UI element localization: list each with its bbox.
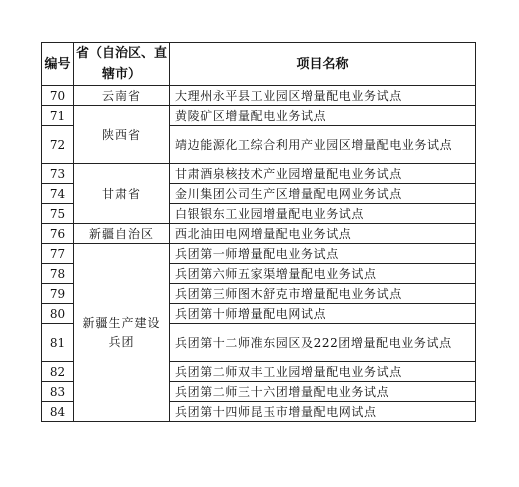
- row-project-name: 兵团第十师增量配电网试点: [170, 304, 476, 324]
- row-number: 82: [42, 362, 74, 382]
- table-row: [42, 164, 476, 184]
- row-number: 79: [42, 284, 74, 304]
- row-project-name: 兵团第一师增量配电业务试点: [170, 244, 476, 264]
- header-project-name: 项目名称: [170, 43, 476, 86]
- row-project-name: 兵团第二师三十六团增量配电业务试点: [170, 382, 476, 402]
- row-project-name: 兵团第十二师准东园区及222团增量配电业务试点: [170, 324, 476, 362]
- row-number: 77: [42, 244, 74, 264]
- row-project-name: 兵团第六师五家渠增量配电业务试点: [170, 264, 476, 284]
- row-number: 71: [42, 106, 74, 126]
- row-project-name: 西北油田电网增量配电业务试点: [170, 224, 476, 244]
- row-number: 80: [42, 304, 74, 324]
- table-row: [42, 86, 476, 106]
- row-number: 81: [42, 324, 74, 362]
- row-project-name: 黄陵矿区增量配电业务试点: [170, 106, 476, 126]
- row-province: [74, 244, 170, 422]
- row-number: 73: [42, 164, 74, 184]
- row-number: 76: [42, 224, 74, 244]
- province-label: 新疆生产建设兵团: [82, 315, 161, 349]
- header-province: 省（自治区、直辖市）: [74, 43, 170, 86]
- row-number: 78: [42, 264, 74, 284]
- row-project-name: 大理州永平县工业园区增量配电业务试点: [170, 86, 476, 106]
- row-project-name: 兵团第三师图木舒克市增量配电业务试点: [170, 284, 476, 304]
- row-number: 83: [42, 382, 74, 402]
- row-province: 新疆自治区: [74, 224, 170, 244]
- table-row: [42, 106, 476, 126]
- row-project-name: 兵团第二师双丰工业园增量配电业务试点: [170, 362, 476, 382]
- row-project-name: 靖边能源化工综合利用产业园区增量配电业务试点: [170, 126, 476, 164]
- row-number: 84: [42, 402, 74, 422]
- row-province: 甘肃省: [74, 164, 170, 224]
- row-project-name: 白银银东工业园增量配电业务试点: [170, 204, 476, 224]
- row-number: 70: [42, 86, 74, 106]
- row-number: 75: [42, 204, 74, 224]
- pilot-projects-table: [41, 42, 476, 422]
- table-header-row: [42, 43, 476, 86]
- table-row: [42, 244, 476, 264]
- table-row: [42, 224, 476, 244]
- row-province: 云南省: [74, 86, 170, 106]
- row-number: 74: [42, 184, 74, 204]
- row-number: 72: [42, 126, 74, 164]
- header-number: 编号: [42, 43, 74, 86]
- row-province: 陕西省: [74, 106, 170, 164]
- row-project-name: 甘肃酒泉核技术产业园增量配电业务试点: [170, 164, 476, 184]
- row-project-name: 兵团第十四师昆玉市增量配电网试点: [170, 402, 476, 422]
- row-project-name: 金川集团公司生产区增量配电网业务试点: [170, 184, 476, 204]
